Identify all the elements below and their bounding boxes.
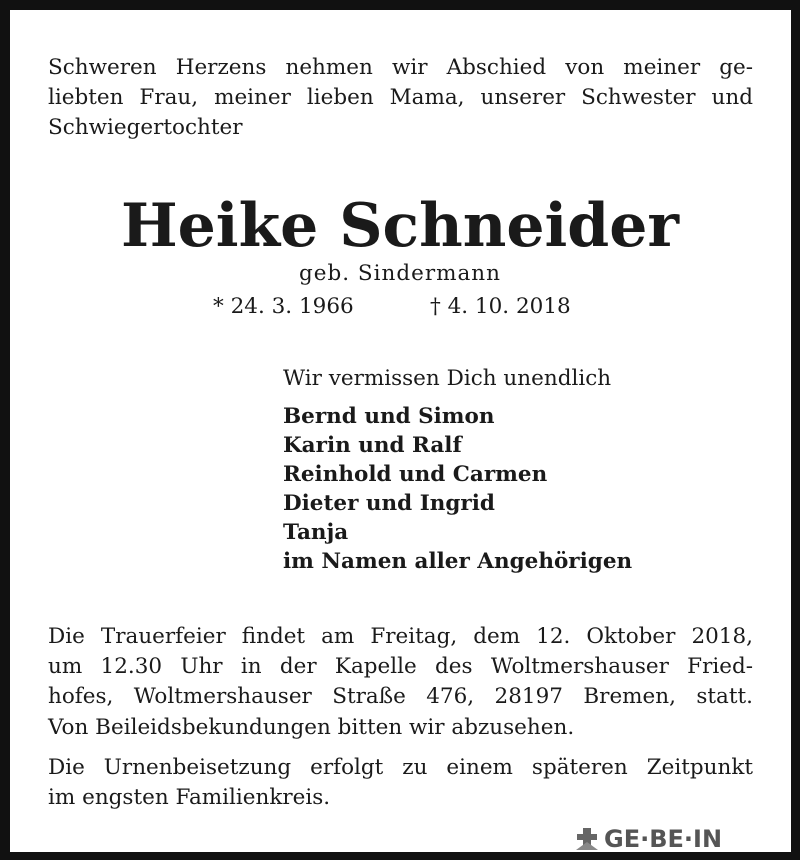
urn-line-1: Die Urnenbeisetzung erfolgt zu einem späteren Zeitpunkt — [48, 755, 753, 780]
death-date: † 4. 10. 2018 — [430, 294, 571, 319]
mourner-item: Tanja — [283, 520, 349, 545]
mourner-item: Bernd und Simon — [283, 404, 495, 429]
birth-name: geb. Sindermann — [298, 261, 502, 286]
deceased-name: Heike Schneider — [120, 191, 680, 261]
mourner-item: Karin und Ralf — [283, 433, 462, 458]
funeral-info — [48, 622, 753, 712]
mourner-item: im Namen aller Angehörigen — [283, 549, 633, 574]
urn-line-2: im engsten Familienkreis. — [48, 785, 331, 810]
gebein-logo-text: GE·BE·IN — [604, 825, 723, 853]
urn-info — [48, 753, 753, 813]
gebein-logo-icon — [574, 826, 600, 852]
intro-text — [48, 53, 753, 143]
intro-line-2: liebten Frau, meiner lieben Mama, unserer Schwester und — [48, 85, 753, 110]
funeral-line-1: Die Trauerfeier findet am Freitag, dem 12. Oktober 2018, — [48, 624, 753, 649]
funeral-line-2: um 12.30 Uhr in der Kapelle des Woltmershauser Fried- — [48, 654, 753, 679]
condolence-note: Von Beileidsbekundungen bitten wir abzusehen. — [48, 715, 575, 740]
mourners-list — [283, 402, 632, 576]
mourner-item: Reinhold und Carmen — [283, 462, 548, 487]
intro-line-1: Schweren Herzens nehmen wir Abschied von meiner ge- — [48, 55, 753, 80]
funeral-line-3: hofes, Woltmershauser Straße 476, 28197 Bremen, statt. — [48, 684, 753, 709]
intro-line-3: Schwiegertochter — [48, 115, 243, 140]
mourner-item: Dieter und Ingrid — [283, 491, 495, 516]
miss-line: Wir vermissen Dich unendlich — [283, 366, 612, 391]
birth-date: * 24. 3. 1966 — [213, 294, 354, 319]
gebein-logo — [574, 826, 722, 852]
